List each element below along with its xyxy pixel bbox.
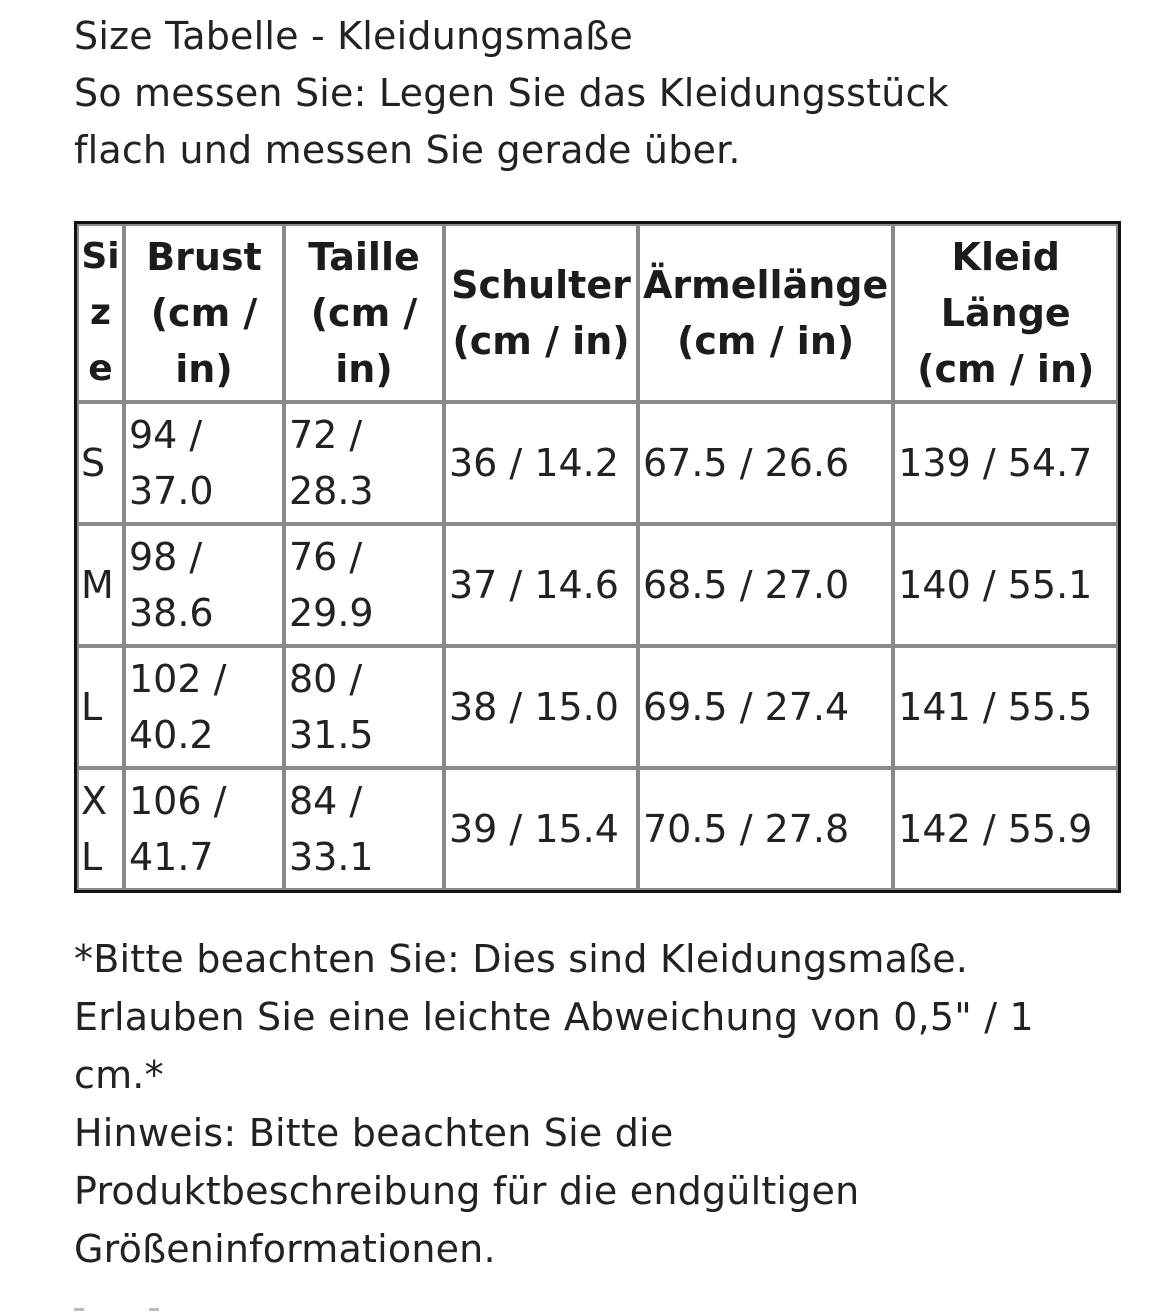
header-brust: Brust (cm / in) — [124, 224, 284, 402]
cell-kleid-laenge: 140 / 55.1 — [893, 524, 1118, 646]
cut-off-glyph — [74, 1308, 84, 1316]
table-row — [77, 646, 1118, 768]
header-schulter: Schulter (cm / in) — [444, 224, 638, 402]
table-header-row — [77, 224, 1118, 402]
header-size: Size — [77, 224, 124, 402]
table-row — [77, 402, 1118, 524]
cell-size: XL — [77, 768, 124, 890]
measure-instruction-line-2: flach und messen Sie gerade über. — [74, 128, 741, 172]
cell-brust: 98 / 38.6 — [124, 524, 284, 646]
note-deviation-line-2: cm.* — [74, 1053, 164, 1097]
header-taille: Taille (cm / in) — [284, 224, 444, 402]
cell-aermellaenge: 67.5 / 26.6 — [638, 402, 893, 524]
cell-size: M — [77, 524, 124, 646]
cell-schulter: 36 / 14.2 — [444, 402, 638, 524]
cut-off-text-fragment — [74, 1300, 574, 1316]
measure-instruction-line-1: So messen Sie: Legen Sie das Kleidungsstück — [74, 71, 949, 115]
cell-brust: 106 / 41.7 — [124, 768, 284, 890]
cell-aermellaenge: 68.5 / 27.0 — [638, 524, 893, 646]
note-deviation-line-1: Erlauben Sie eine leichte Abweichung von 0,5" / 1 — [74, 995, 1034, 1039]
cell-taille: 80 / 31.5 — [284, 646, 444, 768]
cell-kleid-laenge: 142 / 55.9 — [893, 768, 1118, 890]
cell-brust: 94 / 37.0 — [124, 402, 284, 524]
cell-aermellaenge: 69.5 / 27.4 — [638, 646, 893, 768]
table-row — [77, 524, 1118, 646]
header-kleid-laenge: Kleid Länge (cm / in) — [893, 224, 1118, 402]
table-row — [77, 768, 1118, 890]
cell-schulter: 39 / 15.4 — [444, 768, 638, 890]
cell-taille: 76 / 29.9 — [284, 524, 444, 646]
size-table — [74, 221, 1121, 893]
notes-text — [74, 930, 1114, 1278]
cell-taille: 72 / 28.3 — [284, 402, 444, 524]
note-measurement-disclaimer: *Bitte beachten Sie: Dies sind Kleidungsmaße. — [74, 937, 969, 981]
cell-kleid-laenge: 139 / 54.7 — [893, 402, 1118, 524]
cell-aermellaenge: 70.5 / 27.8 — [638, 768, 893, 890]
cut-off-glyph — [149, 1308, 159, 1316]
note-hint-line-2: Produktbeschreibung für die endgültigen — [74, 1169, 860, 1213]
cell-brust: 102 / 40.2 — [124, 646, 284, 768]
page-title: Size Tabelle - Kleidungsmaße — [74, 14, 633, 58]
cell-taille: 84 / 33.1 — [284, 768, 444, 890]
cell-size: L — [77, 646, 124, 768]
header-aermellaenge: Ärmellänge (cm / in) — [638, 224, 893, 402]
cell-schulter: 37 / 14.6 — [444, 524, 638, 646]
cell-schulter: 38 / 15.0 — [444, 646, 638, 768]
note-hint-line-3: Größeninformationen. — [74, 1227, 496, 1271]
intro-text — [74, 8, 1114, 179]
cell-kleid-laenge: 141 / 55.5 — [893, 646, 1118, 768]
cell-size: S — [77, 402, 124, 524]
note-hint-line-1: Hinweis: Bitte beachten Sie die — [74, 1111, 674, 1155]
